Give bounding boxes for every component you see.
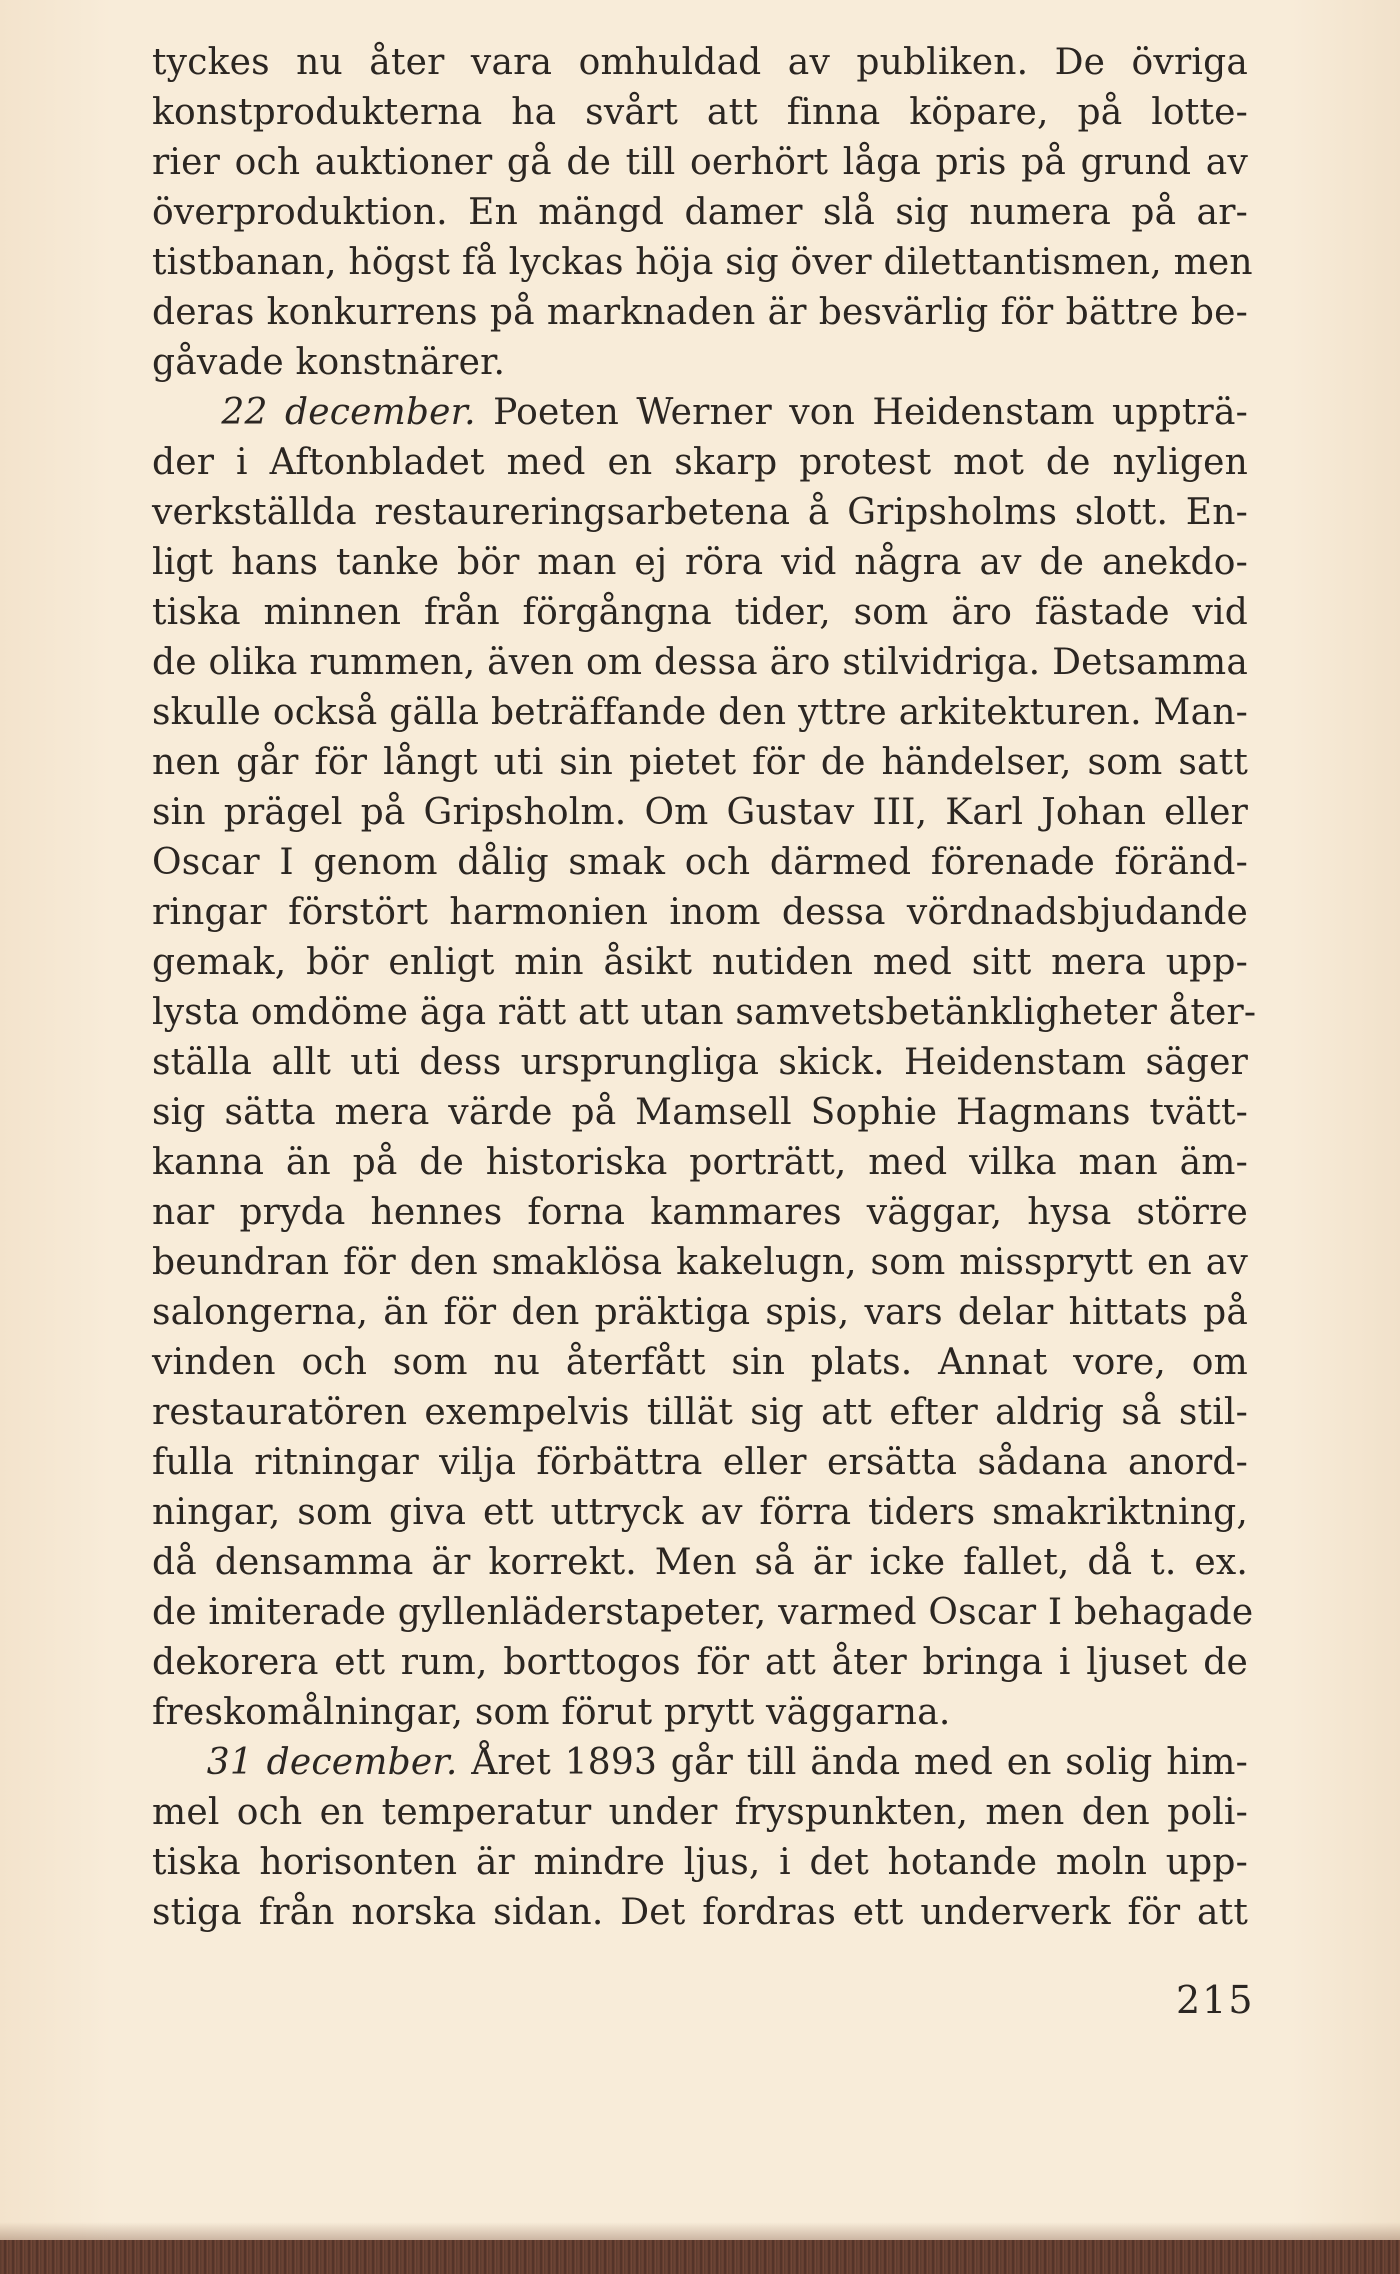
text-line: tistbanan, högst få lyckas höja sig över dilettantismen, men	[152, 242, 1253, 283]
text-line: ringar förstört harmonien inom dessa vördnadsbjudande	[152, 892, 1248, 933]
text-line: skulle också gälla beträffande den yttre arkitekturen. Man-	[152, 692, 1248, 733]
text-line	[152, 388, 1248, 438]
text-line: rier och auktioner gå de till oerhört låga pris på grund av	[152, 142, 1248, 183]
date-heading: 31 december.	[206, 1742, 458, 1783]
text-line: gemak, bör enligt min åsikt nutiden med sitt mera upp-	[152, 942, 1248, 983]
text-line: freskomålningar, som förut prytt väggarna.	[152, 1692, 951, 1733]
date-heading: 22 december.	[221, 392, 476, 433]
text-line: de olika rummen, även om dessa äro stilvidriga. Detsamma	[152, 642, 1248, 683]
text-line: de imiterade gyllenläderstapeter, varmed Oscar I behagade	[152, 1592, 1254, 1633]
text-line: ställa allt uti dess ursprungliga skick. Heidenstam säger	[152, 1042, 1248, 1083]
text-line: konstprodukterna ha svårt att finna köpare, på lotte-	[152, 92, 1248, 133]
text-line: deras konkurrens på marknaden är besvärlig för bättre be-	[152, 292, 1248, 333]
text-line: Oscar I genom dålig smak och därmed förenade föränd-	[152, 842, 1248, 883]
text-line: ningar, som giva ett uttryck av förra tiders smakriktning,	[152, 1492, 1248, 1533]
text-line: beundran för den smaklösa kakelugn, som missprytt en av	[152, 1242, 1248, 1283]
text-line: verkställda restaureringsarbetena å Gripsholms slott. En-	[152, 492, 1248, 533]
text-line: då densamma är korrekt. Men så är icke fallet, då t. ex.	[152, 1542, 1248, 1583]
page-number: 215	[1176, 1978, 1255, 2022]
text-line-content: Året 1893 går till ända med en solig him-	[471, 1742, 1249, 1783]
text-line: restauratören exempelvis tillät sig att efter aldrig så stil-	[152, 1392, 1248, 1433]
text-line: kanna än på de historiska porträtt, med vilka man äm-	[152, 1142, 1248, 1183]
text-line: stiga från norska sidan. Det fordras ett underverk för att	[152, 1892, 1248, 1933]
text-line: dekorera ett rum, borttogos för att åter bringa i ljuset de	[152, 1642, 1248, 1683]
body-text	[152, 38, 1257, 1938]
text-line: sin prägel på Gripsholm. Om Gustav III, Karl Johan eller	[152, 792, 1248, 833]
text-line: lysta omdöme äga rätt att utan samvetsbetänkligheter åter-	[152, 992, 1257, 1033]
text-line: tiska minnen från förgångna tider, som äro fästade vid	[152, 592, 1248, 633]
text-line: tiska horisonten är mindre ljus, i det hotande moln upp-	[152, 1842, 1248, 1883]
text-line: överproduktion. En mängd damer slå sig numera på ar-	[152, 192, 1248, 233]
text-line: tyckes nu åter vara omhuldad av publiken. De övriga	[152, 42, 1248, 83]
text-line: ligt hans tanke bör man ej röra vid några av de anekdo-	[152, 542, 1248, 583]
text-line-content: Poeten Werner von Heidenstam uppträ-	[493, 392, 1248, 433]
text-line: der i Aftonbladet med en skarp protest mot de nyligen	[152, 442, 1248, 483]
text-line: nar pryda hennes forna kammares väggar, hysa större	[152, 1192, 1248, 1233]
book-edge	[0, 2240, 1400, 2274]
text-line: gåvade konstnärer.	[152, 342, 506, 383]
text-line: fulla ritningar vilja förbättra eller ersätta sådana anord-	[152, 1442, 1248, 1483]
text-line	[152, 1738, 1248, 1788]
text-line: nen går för långt uti sin pietet för de händelser, som satt	[152, 742, 1248, 783]
text-line: vinden och som nu återfått sin plats. Annat vore, om	[152, 1342, 1248, 1383]
text-line: salongerna, än för den präktiga spis, vars delar hittats på	[152, 1292, 1248, 1333]
text-line: sig sätta mera värde på Mamsell Sophie Hagmans tvätt-	[152, 1092, 1248, 1133]
page-edge-shadow	[0, 2222, 1400, 2240]
text-line: mel och en temperatur under fryspunkten, men den poli-	[152, 1792, 1248, 1833]
